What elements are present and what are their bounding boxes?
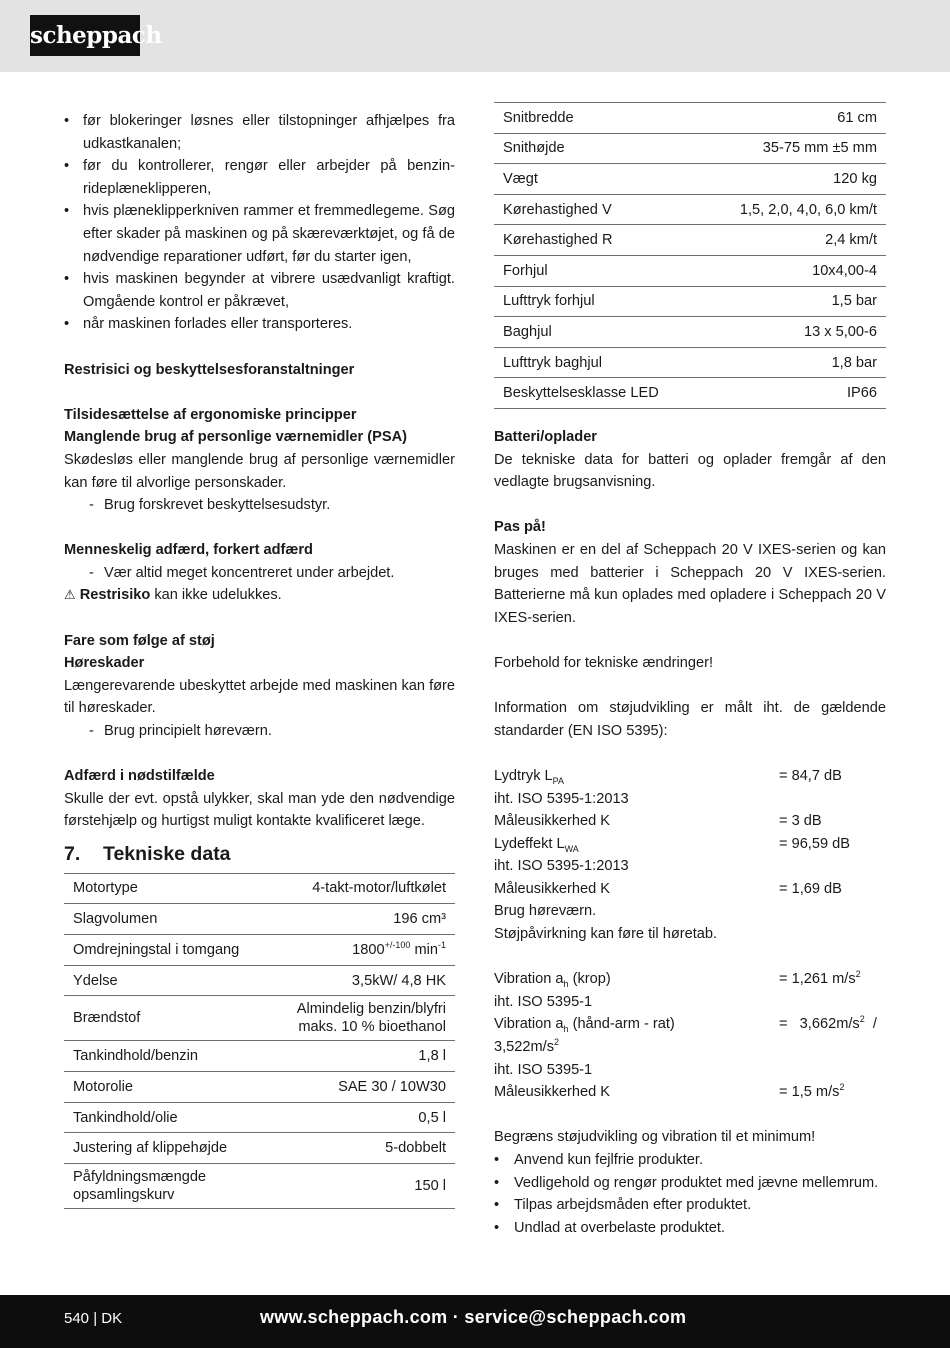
hearing-text: Længerevarende ubeskyttet arbejde med maskinen kan føre til høreskader.	[64, 677, 456, 717]
minimize-heading: Begræns støjudvikling og vibration til et minimum!	[494, 1129, 816, 1146]
catcher-label-line2: opsamlingskurv	[73, 1187, 175, 1204]
emergency-text: Skulle der evt. opstå ulykker, skal man yde den nødvendige førstehjælp og hurtigst muligt kontakte kvalificeret læge.	[64, 790, 455, 830]
table-row	[494, 317, 886, 348]
table-row	[494, 194, 886, 225]
table-cell-label: Tankindhold/benzin	[64, 1041, 269, 1072]
residual-risks-heading: Restrisici og beskyttelsesforanstaltninger	[64, 361, 355, 378]
page-number: 540 | DK	[64, 1310, 123, 1327]
table-row	[64, 1133, 455, 1164]
list-item: • før du kontrollerer, rengør eller arbejder på benzin-rideplæneklipperen,	[64, 155, 455, 200]
footer-contact: www.scheppach.com · service@scheppach.com	[260, 1307, 687, 1327]
list-item: • før blokeringer løsnes eller tilstopninger afhjælpes fra udkastkanalen;	[64, 110, 455, 155]
section-number: 7.	[64, 843, 81, 865]
technical-reservation: Forbehold for tekniske ændringer!	[494, 654, 714, 671]
hearing-protection-note: Brug høreværn.	[494, 903, 597, 920]
ppe-text: Skødesløs eller manglende brug af personlige værnemidler kan føre til alvorlige personskader.	[64, 451, 455, 491]
hearing-damage-heading: Høreskader	[64, 655, 145, 672]
section-heading: Tekniske data	[103, 843, 231, 865]
table-cell-value: 13 x 5,00-6	[701, 317, 886, 348]
table-cell-label: Omdrejningstal i tomgang	[64, 934, 269, 965]
vibration-hand-arm-row	[494, 1013, 886, 1036]
table-cell-value: 150 l	[269, 1164, 455, 1209]
table-cell-label: Tankindhold/olie	[64, 1102, 269, 1133]
v2-label-rest: (hånd-arm - rat)	[568, 1016, 675, 1033]
k1-label: Måleusikkerhed K	[494, 813, 610, 830]
table-row	[64, 1041, 455, 1072]
page-footer	[0, 1295, 950, 1348]
v2-value-a-exp: 2	[859, 1014, 865, 1025]
table-cell-value: IP66	[701, 378, 886, 409]
table-row	[64, 904, 455, 935]
noise-info-text: Information om støjudvikling er målt iht. de gældende standarder (EN ISO 5395):	[494, 700, 886, 739]
table-cell-value: 1,5 bar	[701, 286, 886, 317]
table-cell-value: 1,8 bar	[701, 347, 886, 378]
residual-risk-bold: Restrisiko	[79, 587, 151, 604]
section-title	[64, 843, 455, 866]
fuel-value-line2: maks. 10 % bioethanol	[298, 1019, 446, 1036]
table-row	[494, 164, 886, 195]
table-cell-value: 35-75 mm ±5 mm	[701, 133, 886, 164]
v1-standard: iht. ISO 5395-1	[494, 993, 593, 1010]
table-row	[64, 1102, 455, 1133]
left-column	[64, 110, 455, 1209]
table-cell-label: Baghjul	[494, 317, 701, 348]
table-cell-label: Ydelse	[64, 965, 269, 996]
v2-value-b-exp: 2	[554, 1037, 560, 1048]
lwa-sub: WA	[564, 843, 579, 854]
table-cell-label: Lufttryk forhjul	[494, 286, 701, 317]
vk-value-exp: 2	[839, 1082, 845, 1093]
k2-value: = 1,69 dB	[779, 880, 842, 897]
lwa-value: = 96,59 dB	[779, 835, 851, 852]
table-cell-value: 10x4,00-4	[701, 255, 886, 286]
table-cell-value	[269, 934, 455, 965]
hearing-action: - Brug principielt høreværn.	[64, 720, 455, 743]
table-cell-value: 1,5, 2,0, 4,0, 6,0 km/t	[701, 194, 886, 225]
list-item: • Undlad at overbelaste produktet.	[494, 1217, 886, 1240]
table-cell-value: 5-dobbelt	[269, 1133, 455, 1164]
table-row	[494, 347, 886, 378]
idle-speed-unit-exp: -1	[437, 939, 446, 950]
idle-speed-value: 1800	[352, 941, 385, 958]
list-item: • hvis maskinen begynder at vibrere usædvanligt kraftigt. Omgående kontrol er påkrævet,	[64, 268, 455, 313]
noise-lwa-row	[494, 833, 886, 856]
table-cell-label: Justering af klippehøjde	[64, 1133, 269, 1164]
behavior-heading: Menneskelig adfærd, forkert adfærd	[64, 542, 313, 559]
scheppach-logo: scheppach	[30, 15, 140, 56]
tech-data-table-left	[64, 873, 455, 1210]
table-cell-label: Forhjul	[494, 255, 701, 286]
table-row	[64, 873, 455, 904]
k1-value: = 3 dB	[779, 813, 822, 830]
noise-k2-row	[494, 878, 886, 901]
v2-standard: iht. ISO 5395-1	[494, 1061, 593, 1078]
list-item: • hvis plæneklipperkniven rammer et fremmedlegeme. Søg efter skader på maskinen og på skæreværktøjet, og få de nødvendige reparationer udført, før du starter igen,	[64, 200, 455, 268]
table-row	[494, 133, 886, 164]
table-row	[64, 934, 455, 965]
table-cell-value: 3,5kW/ 4,8 HK	[269, 965, 455, 996]
table-cell-value: 61 cm	[701, 103, 886, 134]
noise-lpa-row	[494, 765, 886, 788]
table-cell-label: Kørehastighed V	[494, 194, 701, 225]
minimize-list	[494, 1149, 886, 1239]
v2-value-a: = 3,662m/s	[779, 1016, 860, 1033]
table-cell-value: 4-takt-motor/luftkølet	[269, 873, 455, 904]
lwa-label: Lydeffekt L	[494, 835, 565, 852]
vibration-body-row	[494, 968, 886, 991]
table-cell-label: Snithøjde	[494, 133, 701, 164]
residual-risk-text: kan ikke udelukkes.	[150, 587, 282, 604]
attention-text: Maskinen er en del af Scheppach 20 V IXES-serien og kan bruges med batterier i Scheppach 20 V IXES-serien. Batterierne må kun oplades med opladere i Scheppach 20 V IXES-serien.	[494, 541, 886, 626]
list-item: • Tilpas arbejdsmåden efter produktet.	[494, 1194, 886, 1217]
idle-speed-unit: min	[410, 941, 438, 958]
vibration-k-row	[494, 1081, 886, 1104]
battery-text: De tekniske data for batteri og oplader fremgår af den vedlagte brugsanvisning.	[494, 451, 886, 491]
noise-hazard-heading: Fare som følge af støj	[64, 632, 215, 649]
table-row	[494, 255, 886, 286]
stop-engine-list	[64, 110, 455, 336]
ppe-heading: Manglende brug af personlige værnemidler (PSA)	[64, 429, 408, 446]
v1-sub: h	[563, 979, 569, 990]
attention-heading: Pas på!	[494, 519, 546, 536]
v1-value: = 1,261 m/s	[779, 971, 856, 988]
residual-risk-line	[64, 584, 455, 607]
battery-heading: Batteri/oplader	[494, 429, 597, 445]
table-cell-value: 1,8 l	[269, 1041, 455, 1072]
v2-label: Vibration a	[494, 1016, 564, 1033]
noise-k1-row	[494, 810, 886, 833]
ppe-action: - Brug forskrevet beskyttelsesudstyr.	[64, 494, 455, 517]
table-cell-label: Motortype	[64, 873, 269, 904]
table-cell-value: 196 cm³	[269, 904, 455, 935]
table-cell-label: Motorolie	[64, 1072, 269, 1103]
table-row	[494, 103, 886, 134]
table-cell-label: Beskyttelsesklasse LED	[494, 378, 701, 409]
warning-icon: ⚠	[64, 587, 76, 603]
k2-label: Måleusikkerhed K	[494, 880, 610, 897]
vk-label: Måleusikkerhed K	[494, 1084, 610, 1101]
table-row	[494, 378, 886, 409]
catcher-label-line1: Påfyldningsmængde	[73, 1169, 207, 1186]
table-row	[494, 225, 886, 256]
v2-value-b: 3,522m/s	[494, 1039, 555, 1056]
list-item: • Vedligehold og rengør produktet med jævne mellemrum.	[494, 1172, 886, 1195]
tech-data-table-right	[494, 102, 886, 409]
table-cell-label	[64, 1164, 269, 1209]
vk-value: = 1,5 m/s	[779, 1084, 840, 1101]
table-row	[64, 996, 455, 1041]
v2-value-sep: /	[864, 1016, 877, 1033]
behavior-action: - Vær altid meget koncentreret under arbejdet.	[64, 562, 455, 585]
right-column	[494, 426, 886, 1239]
list-item: • når maskinen forlades eller transporteres.	[64, 313, 455, 336]
table-cell-label: Kørehastighed R	[494, 225, 701, 256]
idle-speed-tolerance: +/-100	[384, 939, 411, 950]
emergency-heading: Adfærd i nødstilfælde	[64, 768, 215, 785]
hearing-loss-note: Støjpåvirkning kan føre til høretab.	[494, 926, 718, 943]
fuel-value-line1: Almindelig benzin/blyfri	[296, 1001, 446, 1018]
lwa-standard: iht. ISO 5395-1:2013	[494, 858, 629, 875]
list-item: • Anvend kun fejlfrie produkter.	[494, 1149, 886, 1172]
table-row	[64, 1164, 455, 1209]
table-cell-label: Brændstof	[64, 996, 269, 1041]
table-cell-value: 120 kg	[701, 164, 886, 195]
table-cell-value: 2,4 km/t	[701, 225, 886, 256]
ergonomics-heading: Tilsidesættelse af ergonomiske principper	[64, 406, 357, 423]
page-header	[0, 0, 950, 72]
v1-label: Vibration a	[494, 971, 564, 988]
table-cell-label: Slagvolumen	[64, 904, 269, 935]
table-cell-label: Snitbredde	[494, 103, 701, 134]
table-cell-label: Vægt	[494, 164, 701, 195]
v1-label-rest: (krop)	[568, 971, 611, 988]
lpa-sub: PA	[552, 775, 565, 786]
lpa-label: Lydtryk L	[494, 767, 553, 784]
table-cell-label: Lufttryk baghjul	[494, 347, 701, 378]
table-cell-value: 0,5 l	[269, 1102, 455, 1133]
v1-value-exp: 2	[855, 969, 861, 980]
table-cell-value: SAE 30 / 10W30	[269, 1072, 455, 1103]
lpa-value: = 84,7 dB	[779, 767, 842, 784]
table-cell-value	[269, 996, 455, 1041]
table-row	[64, 965, 455, 996]
table-row	[494, 286, 886, 317]
lpa-standard: iht. ISO 5395-1:2013	[494, 790, 629, 807]
table-row	[64, 1072, 455, 1103]
v2-sub: h	[563, 1024, 569, 1035]
